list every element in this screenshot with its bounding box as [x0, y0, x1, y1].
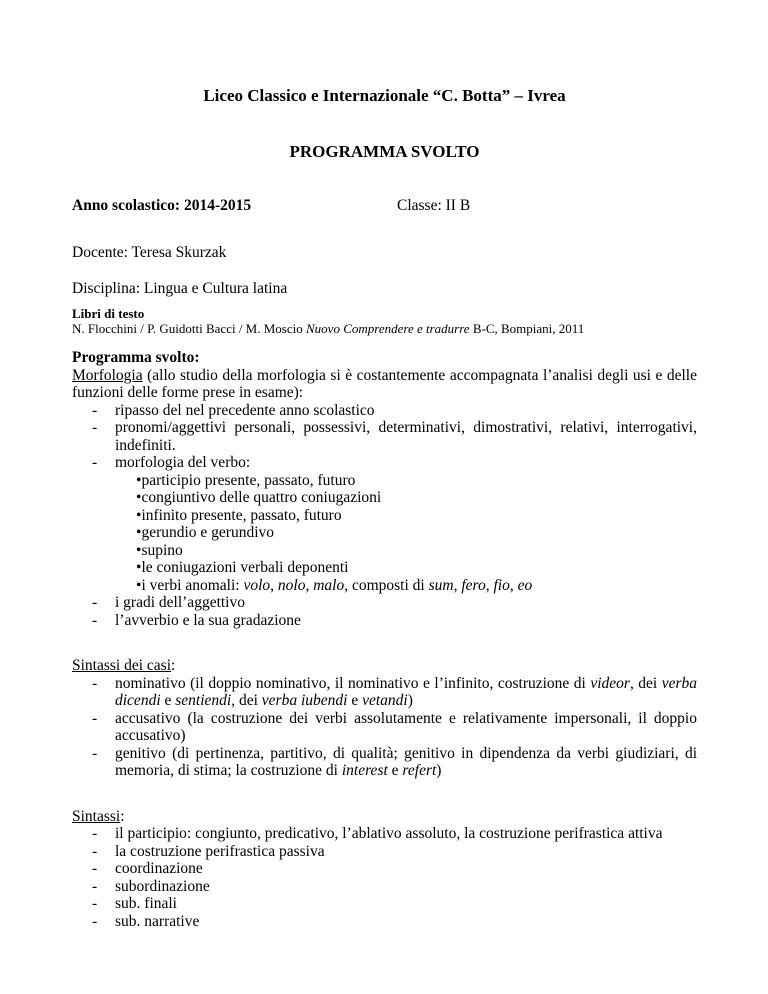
line-text — [115, 710, 697, 745]
text-run: subordinazione — [115, 877, 210, 895]
line-text — [115, 612, 301, 629]
text-run: nominativo (il doppio nominativo, il nominativo e l’infinito, costruzione di — [115, 674, 591, 692]
text-run: ripasso del nel precedente anno scolastico — [115, 401, 375, 419]
line-text — [115, 594, 245, 611]
text-run: accusativo (la costruzione dei verbi assolutamente e relativamente impersonali, il doppio accusativo) — [115, 709, 697, 744]
dash-marker: - — [92, 860, 98, 877]
text-run: , — [509, 576, 518, 594]
line-text — [115, 878, 210, 895]
text-run: malo — [313, 576, 345, 594]
year-class-row — [72, 197, 697, 215]
dash-marker: - — [92, 611, 98, 629]
list-item — [72, 710, 697, 745]
text-run: participio presente, passato, futuro — [141, 471, 356, 489]
line-text — [141, 559, 348, 576]
document-line — [72, 657, 697, 675]
text-run: , dei — [231, 692, 262, 709]
list-item — [72, 878, 697, 896]
dash-marker: - — [92, 401, 98, 419]
text-run: e — [160, 692, 176, 709]
text-run: , — [270, 576, 278, 594]
list-item — [72, 825, 697, 843]
textbook-reference — [72, 321, 697, 336]
text-run: la costruzione perifrastica passiva — [115, 842, 325, 860]
line-text — [115, 860, 203, 877]
text-run: e — [387, 762, 403, 779]
subject-line: Disciplina: Lingua e Cultura latina — [72, 280, 288, 297]
line-text — [141, 542, 182, 559]
bullet-marker: • — [136, 559, 142, 576]
textbooks-heading: Libri di testo — [72, 306, 145, 321]
text-run: Nuovo Comprendere e tradurre — [306, 321, 470, 336]
line-text — [72, 657, 175, 674]
text-run: sub. finali — [115, 895, 177, 912]
line-text — [115, 913, 199, 930]
dash-marker: - — [92, 842, 98, 860]
list-item — [72, 612, 697, 630]
dash-marker: - — [92, 674, 98, 692]
list-item — [72, 745, 697, 780]
list-item — [72, 594, 697, 612]
dash-marker: - — [92, 895, 98, 912]
list-item — [72, 860, 697, 878]
spacer — [72, 794, 697, 808]
text-run: , composti di — [344, 576, 429, 594]
text-run: supino — [141, 541, 183, 559]
line-text — [115, 745, 697, 780]
text-run: Sintassi — [72, 807, 121, 825]
class-label: Classe: II B — [397, 197, 471, 214]
line-text — [115, 419, 697, 454]
dash-marker: - — [92, 709, 98, 727]
list-item — [72, 472, 697, 490]
text-run: morfologia del verbo: — [115, 454, 251, 471]
bullet-marker: • — [136, 471, 142, 489]
text-run: Sintassi dei casi — [72, 657, 172, 674]
dash-marker: - — [92, 594, 98, 611]
text-run: vetandi — [362, 692, 408, 709]
line-text — [72, 349, 200, 366]
text-run: nolo — [277, 576, 306, 594]
list-item — [72, 419, 697, 454]
line-text — [141, 472, 355, 489]
bullet-marker: • — [136, 506, 142, 524]
text-run: congiuntivo delle quattro coniugazioni — [141, 489, 382, 506]
text-run: i verbi anomali: — [141, 576, 244, 594]
list-item — [72, 489, 697, 507]
text-run: (allo studio della morfologia si è costantemente accompagnata l’analisi degli usi e delle funzioni delle forme prese in esame): — [72, 366, 697, 401]
dash-marker: - — [92, 877, 98, 895]
line-text — [115, 675, 697, 710]
text-run: volo — [243, 576, 271, 594]
text-run: e — [347, 692, 363, 709]
program-body — [72, 349, 697, 930]
list-item — [72, 402, 697, 420]
text-run: gerundio e gerundivo — [141, 524, 275, 541]
list-item — [72, 542, 697, 560]
line-text — [115, 402, 375, 419]
spacer — [72, 780, 697, 794]
school-year-label: Anno scolastico: 2014-2015 — [72, 197, 252, 214]
text-run: genitivo (di pertinenza, partitivo, di qualità; genitivo in dipendenza da verbi giudiziari, di memoria, di stima; la costruzione di — [115, 744, 697, 779]
list-item — [72, 577, 697, 595]
line-text — [141, 489, 381, 506]
bullet-marker: • — [136, 576, 142, 594]
text-run: coordinazione — [115, 860, 203, 877]
line-text — [72, 808, 125, 825]
dash-marker: - — [92, 744, 98, 762]
dash-marker: - — [92, 825, 98, 842]
line-text — [141, 524, 274, 541]
text-run: i gradi dell’aggettivo — [115, 594, 245, 611]
list-item — [72, 843, 697, 861]
list-item — [72, 507, 697, 525]
text-run: ) — [407, 692, 413, 709]
list-item — [72, 524, 697, 542]
line-text — [115, 843, 325, 860]
dash-marker: - — [92, 419, 98, 436]
text-run: N. Flocchini / P. Guidotti Bacci / M. Moscio — [72, 321, 306, 336]
text-run: , — [305, 576, 314, 594]
bullet-marker: • — [136, 489, 142, 506]
document-line — [72, 808, 697, 826]
list-item — [72, 895, 697, 913]
text-run: ) — [436, 762, 442, 779]
text-run: verba iubendi — [261, 692, 348, 709]
page-title: PROGRAMMA SVOLTO — [289, 142, 480, 161]
bullet-marker: • — [136, 541, 142, 559]
text-run: l’avverbio e la sua gradazione — [115, 611, 301, 629]
list-item — [72, 559, 697, 577]
text-run: verba dicendi — [115, 674, 698, 709]
document-line — [72, 349, 697, 367]
document-line — [72, 367, 697, 402]
text-run: B-C, Bompiani, 2011 — [469, 321, 585, 336]
list-item — [72, 675, 697, 710]
text-run: eo — [517, 576, 533, 594]
spacer — [72, 643, 697, 657]
spacer — [72, 629, 697, 643]
school-title: Liceo Classico e Internazionale “C. Botta” – Ivrea — [203, 86, 566, 105]
text-run: sub. narrative — [115, 912, 200, 930]
text-run: il participio: congiunto, predicativo, l’ablativo assoluto, la costruzione perifrastica attiva — [115, 825, 663, 842]
dash-marker: - — [92, 912, 98, 930]
teacher-line: Docente: Teresa Skurzak — [72, 244, 227, 261]
text-run: sentiendi — [175, 692, 232, 709]
bullet-marker: • — [136, 524, 142, 541]
text-run: , dei — [629, 674, 662, 692]
text-run: pronomi/aggettivi personali, possessivi, determinativi, dimostrativi, relativi, interrogativi, indefiniti. — [115, 419, 697, 454]
text-run: : — [171, 657, 176, 674]
text-run: sum, fero, fio — [428, 576, 510, 594]
text-run: refert — [402, 762, 437, 779]
line-text — [115, 454, 250, 471]
text-run: interest — [341, 762, 388, 779]
text-run: le coniugazioni verbali deponenti — [141, 559, 349, 576]
text-run: : — [120, 807, 125, 825]
dash-marker: - — [92, 454, 98, 471]
line-text — [115, 825, 663, 842]
text-run: infinito presente, passato, futuro — [141, 506, 342, 524]
line-text — [115, 895, 177, 912]
text-run: Morfologia — [72, 366, 143, 384]
line-text — [72, 367, 697, 402]
text-run: videor — [590, 674, 630, 692]
list-item — [72, 913, 697, 931]
line-text — [141, 577, 532, 594]
line-text — [141, 507, 341, 524]
list-item — [72, 454, 697, 472]
text-run: Programma svolto: — [72, 349, 200, 366]
